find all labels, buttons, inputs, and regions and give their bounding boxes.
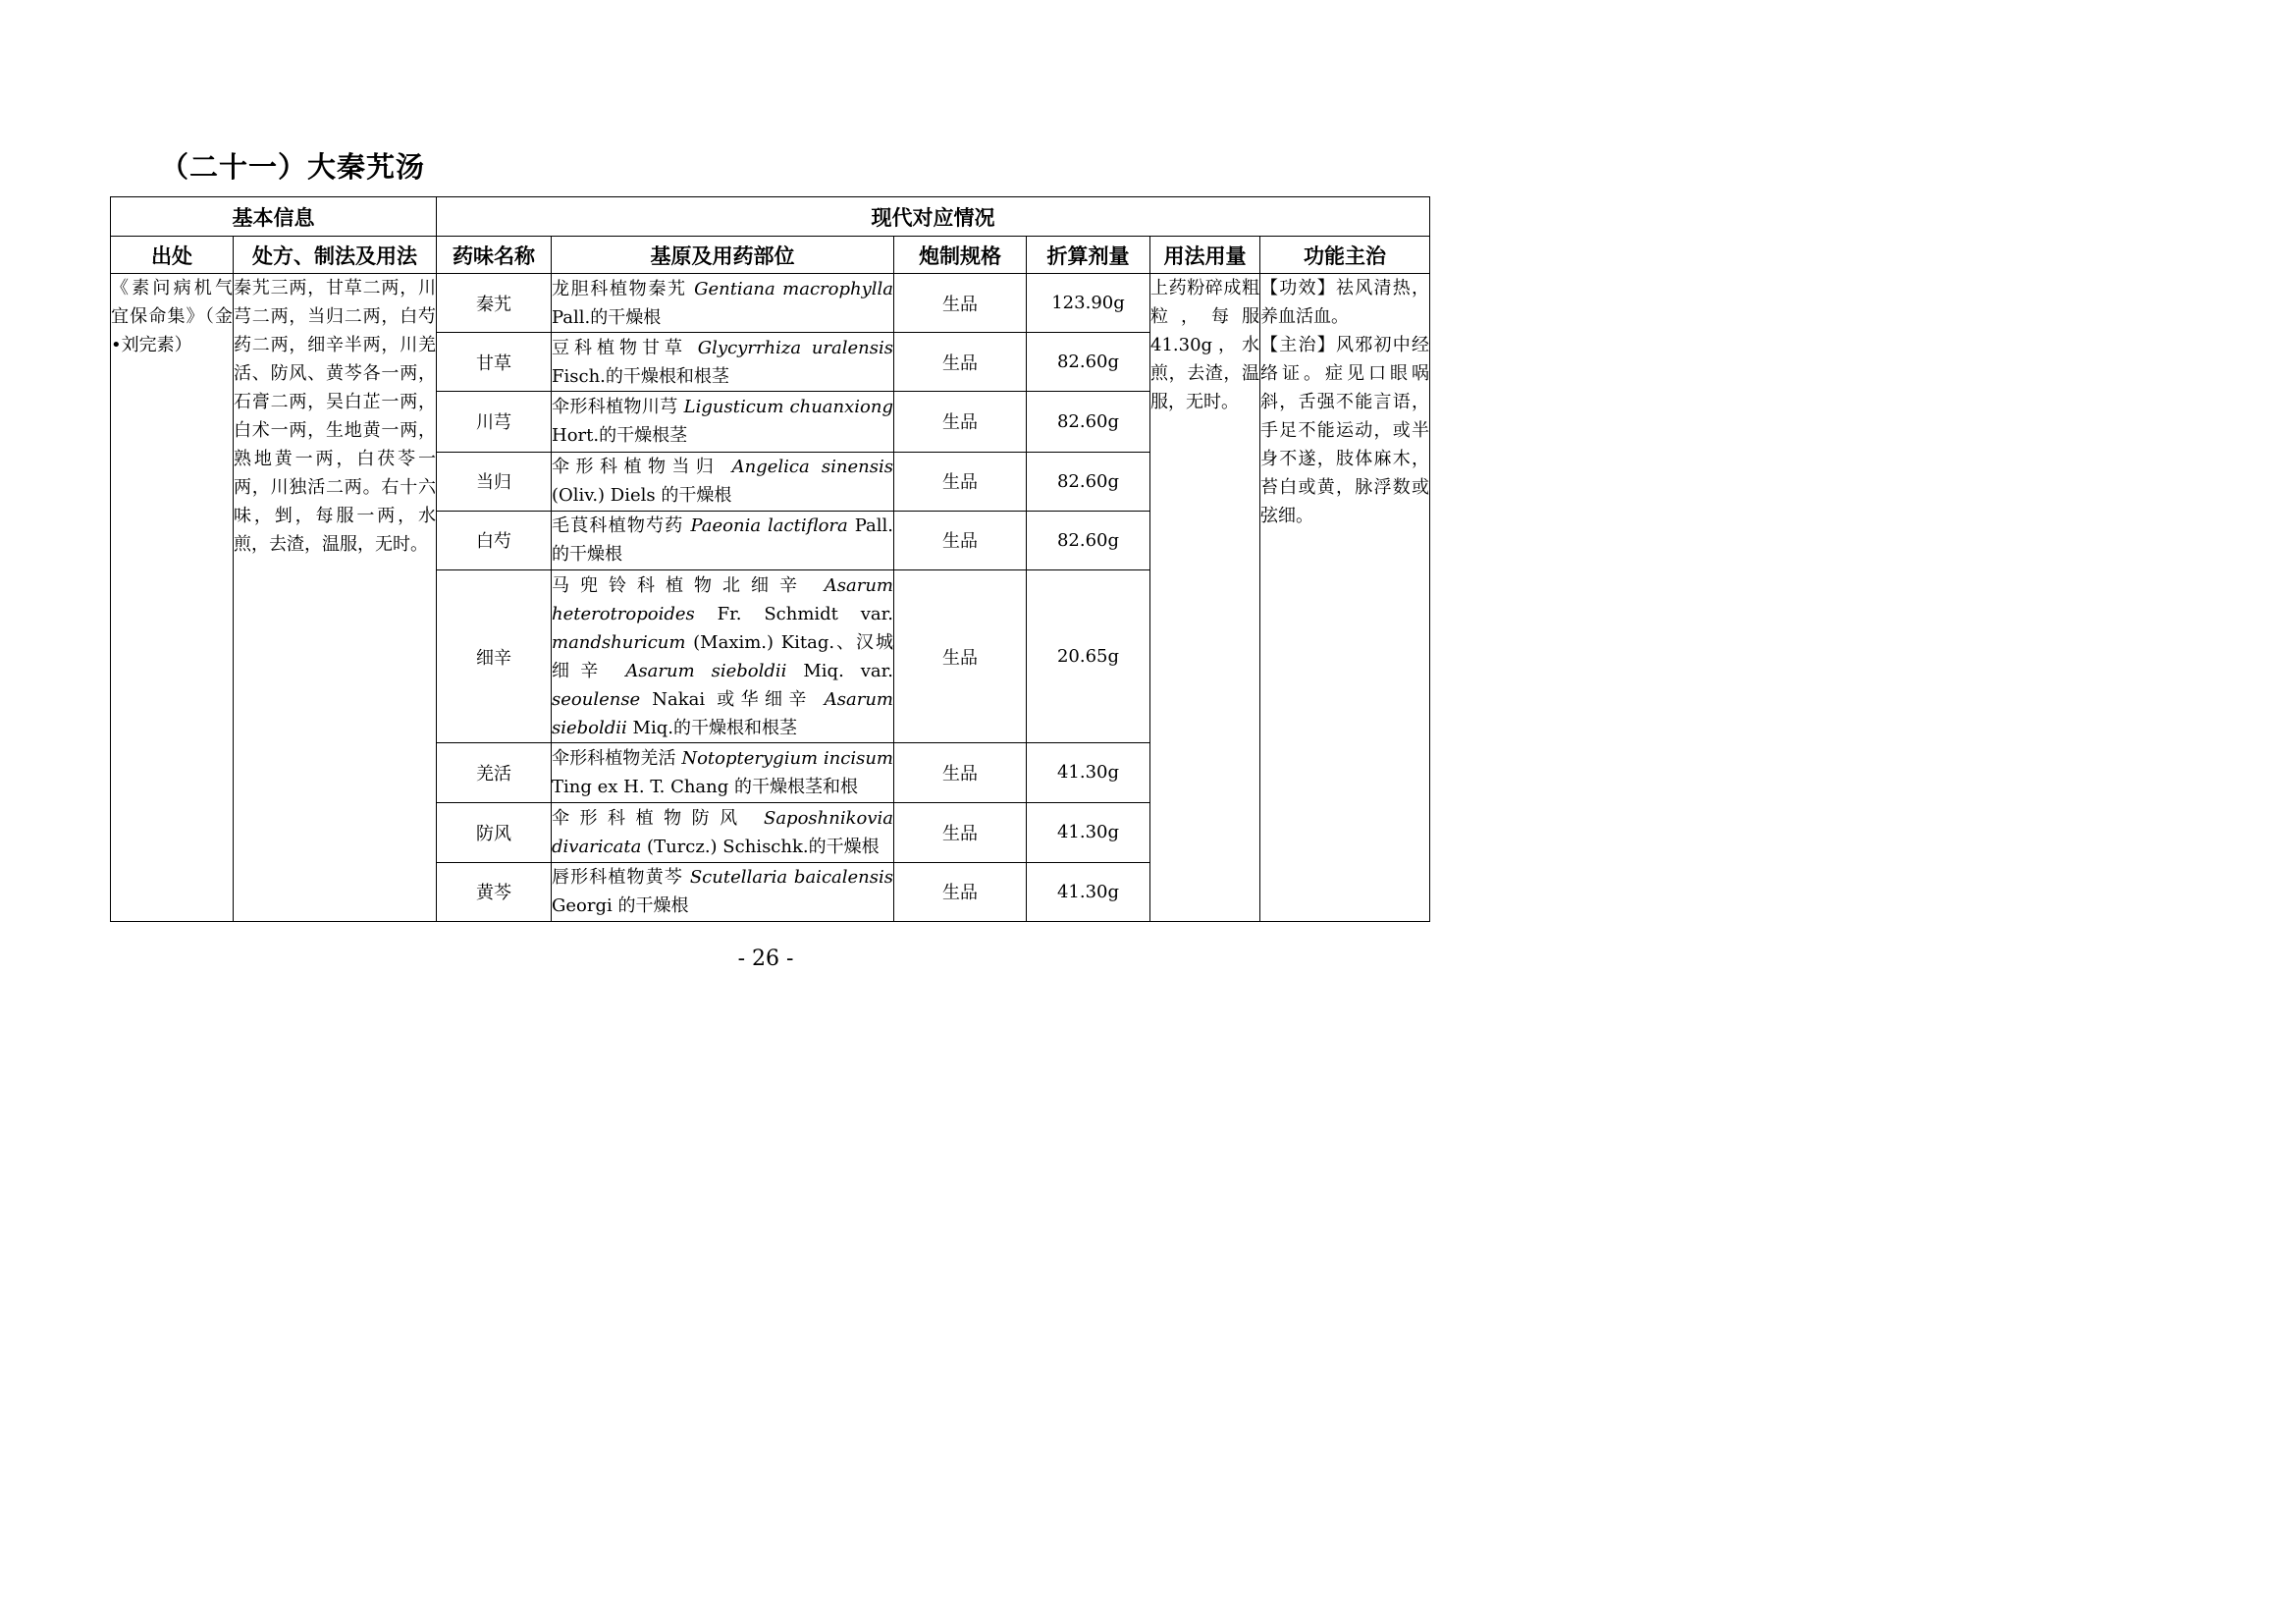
page-number: - 26 - (737, 947, 794, 971)
base-text: Ting ex H. T. Chang 的干燥根茎和根 (552, 776, 859, 797)
herb-dose: 123.90g (1027, 274, 1150, 333)
effect-tag: 【功效】 (1260, 278, 1337, 298)
herb-base (552, 274, 894, 333)
herb-processing: 生品 (894, 333, 1027, 392)
header-processing: 炮制规格 (894, 237, 1027, 274)
usage-cell: 上药粉碎成粗粒，每服41.30g，水煎，去渣，温服，无时。 (1150, 274, 1260, 922)
column-header-row (111, 237, 1430, 274)
latin-name: Asarum heterotropoides (552, 574, 893, 624)
herb-base (552, 569, 894, 743)
herb-base (552, 511, 894, 569)
herb-processing: 生品 (894, 743, 1027, 802)
herb-base (552, 333, 894, 392)
header-herb-name: 药味名称 (437, 237, 552, 274)
herb-processing: 生品 (894, 274, 1027, 333)
herb-dose: 82.60g (1027, 511, 1150, 569)
herb-row (111, 274, 1430, 333)
base-text: 马兜铃科植物北细辛 (552, 574, 825, 596)
header-usage: 用法用量 (1150, 237, 1260, 274)
herb-name: 甘草 (437, 333, 552, 392)
base-text: Miq.的干燥根和根茎 (626, 717, 797, 738)
herb-dose: 82.60g (1027, 392, 1150, 452)
herb-dose: 82.60g (1027, 333, 1150, 392)
base-text: Hort.的干燥根茎 (552, 425, 688, 447)
herb-base (552, 802, 894, 862)
base-text: (Oliv.) Diels 的干燥根 (552, 485, 732, 507)
indication-tag: 【主治】 (1260, 335, 1337, 355)
herb-processing: 生品 (894, 452, 1027, 511)
base-text: Fr. Schmidt var. (694, 603, 893, 624)
herb-name: 细辛 (437, 569, 552, 743)
base-text: (Turcz.) Schischk.的干燥根 (641, 836, 880, 857)
base-text: Pall.的干燥根 (552, 306, 662, 328)
herb-dose: 41.30g (1027, 743, 1150, 802)
base-text: 毛茛科植物芍药 (552, 515, 691, 537)
header-function: 功能主治 (1260, 237, 1430, 274)
herb-table-body (111, 274, 1430, 922)
herb-name: 当归 (437, 452, 552, 511)
herb-processing: 生品 (894, 802, 1027, 862)
herb-name: 川芎 (437, 392, 552, 452)
base-text: 龙胆科植物秦艽 (552, 278, 695, 299)
base-text: Miq. var. (786, 660, 893, 681)
group-header-row (111, 197, 1430, 237)
herb-dose: 41.30g (1027, 802, 1150, 862)
base-text: 伞形科植物防风 (552, 807, 764, 829)
latin-name: mandshuricum (552, 631, 686, 653)
herb-name: 秦艽 (437, 274, 552, 333)
herb-processing: 生品 (894, 511, 1027, 569)
latin-name: seoulense (552, 688, 641, 710)
function-cell (1260, 274, 1430, 922)
effect-text: 祛风清热，养血活血。 (1260, 278, 1430, 327)
latin-name: Asarum sieboldii (625, 660, 787, 681)
base-text: 豆科植物甘草 (552, 337, 698, 358)
base-text: Fisch.的干燥根和根茎 (552, 365, 729, 387)
base-text: (Maxim.) Kitag.、汉城细辛 (552, 631, 893, 681)
herb-name: 白芍 (437, 511, 552, 569)
latin-name: Gentiana macrophylla (694, 278, 893, 299)
base-text: 伞形科植物川芎 (552, 397, 684, 418)
herb-processing: 生品 (894, 862, 1027, 921)
header-basic-info: 基本信息 (111, 197, 437, 237)
latin-name: Scutellaria baicalensis (689, 867, 893, 889)
latin-name: Asarum sieboldii (552, 688, 893, 738)
header-source: 出处 (111, 237, 234, 274)
herb-dose: 20.65g (1027, 569, 1150, 743)
herb-processing: 生品 (894, 392, 1027, 452)
latin-name: Angelica sinensis (731, 457, 893, 478)
source-cell: 《素问病机气宜保命集》（金•刘完素） (111, 274, 234, 922)
herb-dose: 41.30g (1027, 862, 1150, 921)
herb-dose: 82.60g (1027, 452, 1150, 511)
latin-name: Notopterygium incisum (681, 747, 893, 769)
base-text: Nakai 或华细辛 (640, 688, 825, 710)
latin-name: Glycyrrhiza uralensis (697, 337, 893, 358)
header-modern-correspondence: 现代对应情况 (437, 197, 1430, 237)
herb-base (552, 452, 894, 511)
latin-name: Ligusticum chuanxiong (683, 397, 893, 418)
herb-name: 羌活 (437, 743, 552, 802)
herb-base (552, 743, 894, 802)
header-formula: 处方、制法及用法 (234, 237, 437, 274)
base-text: 伞形科植物当归 (552, 457, 732, 478)
base-text: 唇形科植物黄芩 (552, 867, 690, 889)
herb-base (552, 392, 894, 452)
section-title: （二十一）大秦艽汤 (160, 150, 426, 184)
herb-processing: 生品 (894, 569, 1027, 743)
base-text: 伞形科植物羌活 (552, 747, 682, 769)
herb-name: 黄芩 (437, 862, 552, 921)
latin-name: Paeonia lactiflora (690, 515, 848, 537)
indication-text: 风邪初中经络证。症见口眼㖞斜，舌强不能言语，手足不能运动，或半身不遂，肢体麻木，苔白或黄，脉浮数或弦细。 (1260, 335, 1430, 526)
formula-table (110, 196, 1430, 922)
herb-base (552, 862, 894, 921)
herb-name: 防风 (437, 802, 552, 862)
base-text: Georgi 的干燥根 (552, 895, 689, 917)
formula-cell: 秦艽三两，甘草二两，川芎二两，当归二两，白芍药二两，细辛半两，川羌活、防风、黄芩各一两，石膏二两，吴白芷一两，白术一两，生地黄一两，熟地黄一两，白茯苓一两，川独活二两。右十六味，剉，每服一两，水煎，去渣，温服，无时。 (234, 274, 437, 922)
header-base: 基原及用药部位 (552, 237, 894, 274)
header-dose: 折算剂量 (1027, 237, 1150, 274)
base-text: Pall.的干燥根 (552, 515, 893, 566)
latin-name: Saposhnikovia divaricata (552, 807, 893, 857)
